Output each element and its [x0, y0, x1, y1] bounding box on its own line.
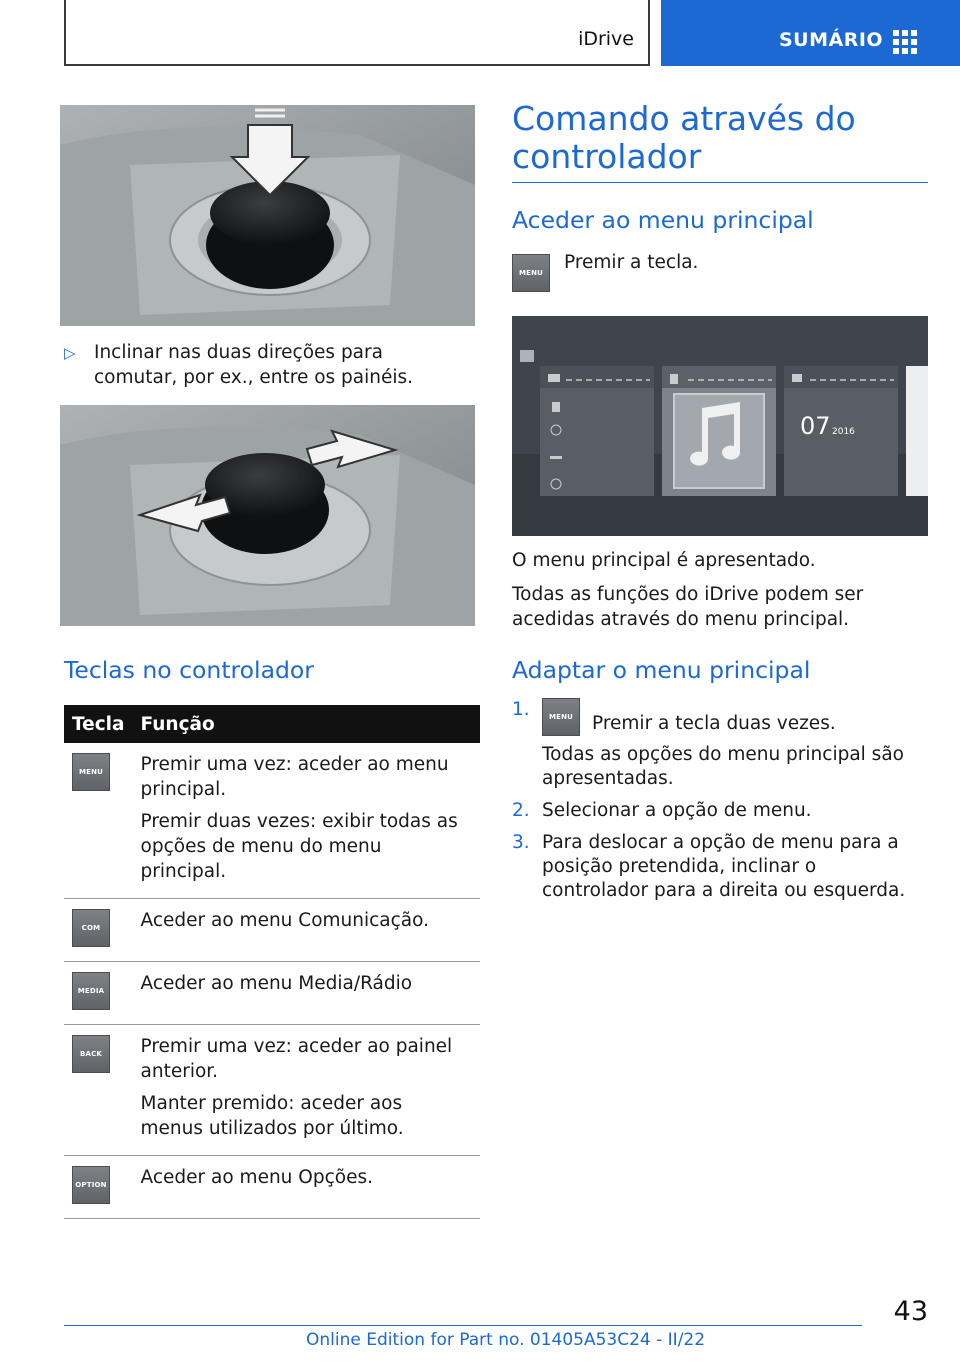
row-text: Aceder ao menu Opções. [140, 1167, 373, 1188]
table-row [64, 743, 480, 899]
step-subtext: Todas as opções do menu principal são apresentadas. [542, 744, 904, 789]
row-text: Premir uma vez: aceder ao menu principal. [140, 754, 449, 800]
toc-label: SUMÁRIO [779, 29, 884, 51]
controller-tilt-image [60, 405, 475, 626]
sub-heading-adapt-menu: Adaptar o menu principal [512, 656, 811, 684]
menu-key-icon: MENU [542, 698, 580, 736]
menu-key-icon: MENU [72, 753, 110, 791]
list-item [512, 799, 928, 823]
screen-clock: 07 [800, 412, 831, 440]
step-number: 3. [512, 832, 530, 853]
footer-edition: Online Edition for Part no. 01405A53C24 - II/22 [306, 1330, 706, 1350]
table-header-row [64, 705, 480, 743]
page-number: 43 [893, 1296, 928, 1327]
toc-button[interactable] [661, 0, 960, 66]
com-key-icon: COM [72, 909, 110, 947]
table-row [64, 1025, 480, 1156]
grid-icon [893, 30, 917, 54]
tilt-bullet-text: Inclinar nas duas direções para comutar, por ex., entre os painéis. [94, 342, 414, 388]
adapt-steps-list [512, 698, 928, 911]
row-text: Aceder ao menu Media/Rádio [140, 973, 413, 994]
row-text: Premir duas vezes: exibir todas as opções de menu do menu principal. [140, 811, 458, 882]
sub-heading-main-menu: Aceder ao menu principal [512, 206, 814, 234]
col-function-header: Função [133, 705, 480, 743]
step-number: 2. [512, 800, 530, 821]
step-number: 1. [512, 699, 530, 720]
list-item [512, 831, 928, 903]
header-section-box [64, 0, 650, 66]
back-key-icon: BACK [72, 1035, 110, 1073]
header-section-title: iDrive [578, 28, 634, 50]
step-text: Selecionar a opção de menu. [542, 800, 812, 821]
title-rule [512, 182, 928, 183]
row-text: Premir uma vez: aceder ao painel anterior. [140, 1036, 453, 1082]
option-key-icon: OPTION [72, 1166, 110, 1204]
page-title: Comando através do controlador [512, 99, 856, 176]
col-key-header: Tecla [64, 705, 133, 743]
controller-press-image [60, 105, 475, 326]
main-menu-screen-image [512, 316, 928, 536]
table-row [64, 1156, 480, 1219]
main-menu-shown-text: O menu principal é apresentado. [512, 550, 816, 571]
keys-table [64, 705, 480, 1219]
bullet-triangle-icon: ▷ [64, 344, 76, 362]
row-text: Manter premido: aceder aos menus utilizados por último. [140, 1093, 404, 1139]
menu-key-icon: MENU [512, 254, 550, 292]
table-row [64, 962, 480, 1025]
keys-heading: Teclas no controlador [64, 656, 314, 684]
tilt-bullet [64, 340, 464, 390]
footer-rule [64, 1325, 862, 1326]
all-functions-text: Todas as funções do iDrive podem ser acedidas através do menu principal. [512, 584, 864, 630]
media-key-icon: MEDIA [72, 972, 110, 1010]
press-key-text: Premir a tecla. [564, 252, 699, 273]
row-text: Aceder ao menu Comunicação. [140, 910, 430, 931]
table-row [64, 899, 480, 962]
step-text: Para deslocar a opção de menu para a posição pretendida, inclinar o controlador para a direita ou esquerda. [542, 832, 906, 901]
list-item [512, 698, 928, 791]
screen-year: 2016 [832, 427, 855, 437]
step-text: Premir a tecla duas vezes. [592, 713, 836, 734]
